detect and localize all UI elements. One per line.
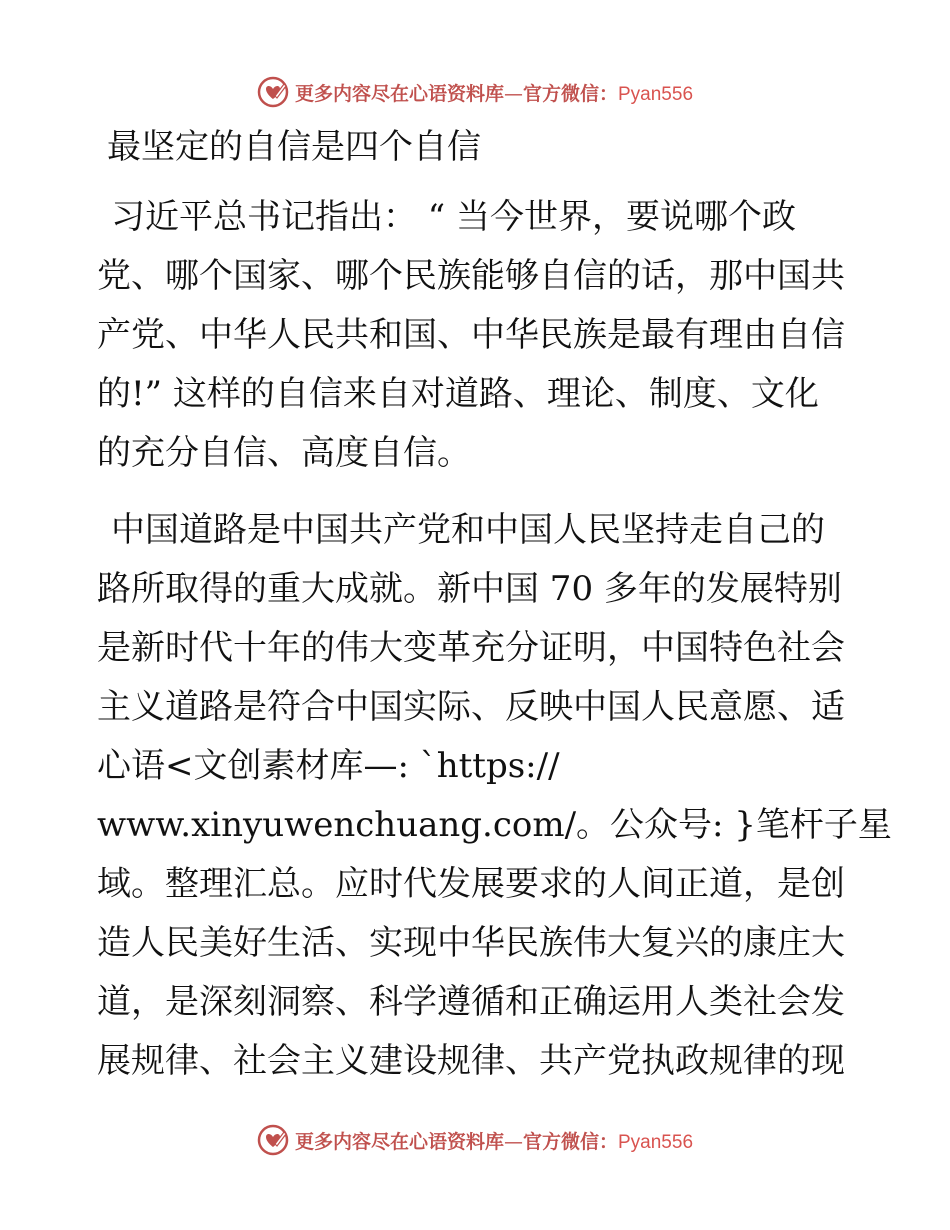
footer-banner	[0, 1120, 950, 1160]
paragraph-line: 路所取得的重大成就。新中国 70 多年的发展特别	[97, 569, 842, 609]
paragraph-line: 的充分自信、高度自信。	[97, 433, 471, 473]
heart-pen-logo-icon	[257, 76, 289, 108]
paragraph-line: www.xinyuwenchuang.com/。公众号: }笔杆子星	[97, 805, 892, 845]
paragraph-line: 习近平总书记指出： “ 当今世界，要说哪个政	[111, 197, 796, 237]
banner-dash: —	[503, 1130, 523, 1153]
paragraph-line: 中国道路是中国共产党和中国人民坚持走自己的	[111, 510, 825, 550]
paragraph-line: 展规律、社会主义建设规律、共产党执政规律的现	[97, 1041, 845, 1081]
banner-wechat-label: 官方微信：	[522, 1130, 618, 1153]
paragraph-line: 是新时代十年的伟大变革充分证明，中国特色社会	[97, 628, 845, 668]
paragraph-line: 党、哪个国家、哪个民族能够自信的话，那中国共	[97, 256, 845, 296]
banner-text	[295, 79, 693, 106]
heart-pen-logo-icon	[257, 1124, 289, 1156]
document-title: 最坚定的自信是四个自信	[107, 127, 481, 167]
paragraph-line: 心语<文创素材库—: `https://	[97, 746, 560, 786]
document-body	[97, 122, 892, 1109]
paragraph-line: 造人民美好生活、实现中华民族伟大复兴的康庄大	[97, 923, 845, 963]
paragraph-line: 域。整理汇总。应时代发展要求的人间正道，是创	[97, 864, 845, 904]
banner-dash: —	[503, 82, 523, 105]
banner-site-name: 更多内容尽在心语资料库	[294, 1130, 504, 1153]
banner-site-name: 更多内容尽在心语资料库	[294, 82, 504, 105]
paragraph-line: 产党、中华人民共和国、中华民族是最有理由自信	[97, 315, 845, 355]
paragraph-line: 主义道路是符合中国实际、反映中国人民意愿、适	[97, 687, 845, 727]
banner-wechat-id: Pyan556	[618, 83, 694, 105]
banner-wechat-id: Pyan556	[618, 1131, 694, 1153]
banner-text	[295, 1127, 693, 1154]
paragraph-line: 的!” 这样的自信来自对道路、理论、制度、文化	[97, 374, 819, 414]
paragraph-1	[97, 188, 857, 483]
banner-wechat-label: 官方微信：	[522, 82, 618, 105]
header-banner	[0, 72, 950, 112]
paragraph-line: 道，是深刻洞察、科学遵循和正确运用人类社会发	[97, 982, 845, 1022]
paragraph-2	[97, 501, 892, 1091]
